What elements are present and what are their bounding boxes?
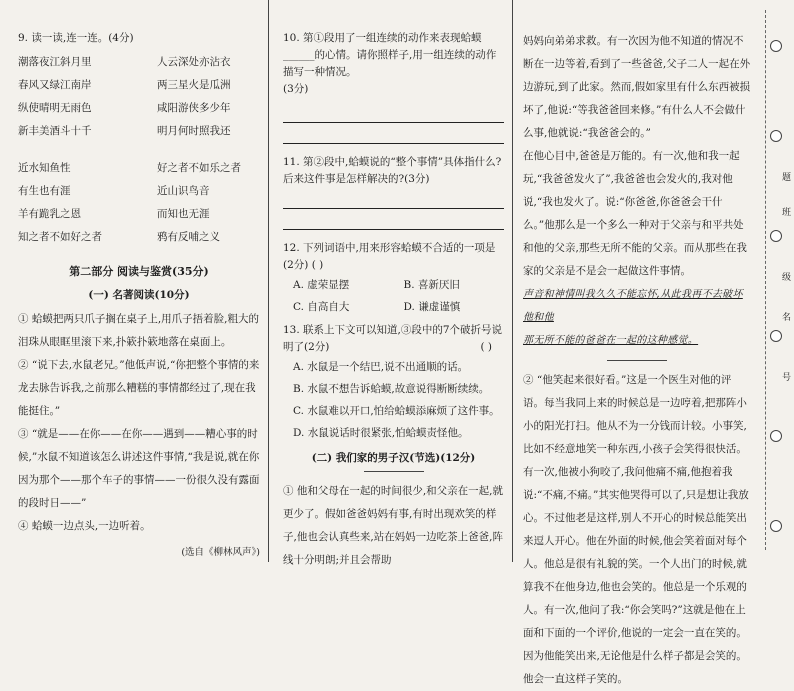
binding-label: 名	[782, 313, 792, 323]
binding-hole	[770, 330, 782, 342]
section2-title: (二) 我们家的男子汉(节选)(12分)	[311, 452, 476, 464]
match-row: 羊有跪乳之恩 而知也无涯	[18, 208, 210, 220]
part2-title: 第二部分 阅读与鉴赏(35分)	[69, 265, 209, 278]
binding-margin	[757, 0, 794, 562]
essay-paragraph-1-cont: 妈妈向弟弟求救。有一次因为他不知道的情况不断在一边等着,看到了一些爸爸,父子二人一起在外边游玩,到了此家。然而,假如家里有什么东西被损坏了,他说:“等我爸爸回来修。”有什么人不会做什么事,他就说:“我爸爸会的。”	[523, 35, 751, 139]
binding-hole	[770, 430, 782, 442]
binding-label: 号	[782, 373, 792, 383]
left-column	[0, 0, 268, 562]
match-row: 知之者不如好之者 鸦有反哺之义	[18, 231, 220, 243]
middle-column	[268, 0, 512, 566]
binding-hole	[770, 230, 782, 242]
q12-text: 12. 下列词语中,用来形容蛤蟆不合适的一项是(2分) ( )	[283, 242, 496, 271]
right-column	[512, 0, 757, 685]
q13-option-a[interactable]: A. 水鼠是一个结巴,说不出通顺的话。	[293, 361, 469, 373]
paragraph-divider	[607, 360, 667, 361]
poem-matching	[18, 51, 260, 143]
passage-paragraph-2: ② “说下去,水鼠老兄。”他低声说,“你把整个事情的来龙去脉告诉我,之前那么糟糕的事情都经过了,现在我能挺住。”	[18, 359, 260, 417]
answer-line[interactable]	[283, 213, 504, 230]
answer-line[interactable]	[283, 106, 504, 123]
q12-option-c[interactable]: C. 自高自大	[293, 301, 350, 313]
passage-paragraph-3: ③ “就是——在你——在你——遇到——糟心事的时候,”水鼠不知道该怎么讲述这件事情,“我是说,就在你因为那个——那个车子的事情——一份很久没有露面的段时日——”	[18, 428, 260, 509]
passage-source: (选自《柳林风声》)	[181, 547, 260, 558]
essay-paragraph-1-cont2: 在他心目中,爸爸是万能的。有一次,他和我一起玩,“我爸爸发火了”,我爸爸也会发火的,我对他说,“我也发火了。说:“你爸爸,你爸爸会干什么。”他那么是一个多么一种对于父亲与和平共处和他的父亲,那些无所不能的父亲。而从那些在我家的父亲是不是会一起做这件事情。	[523, 150, 747, 277]
binding-label: 班	[782, 208, 792, 218]
binding-label: 级	[782, 273, 792, 283]
passage-paragraph-1: ① 蛤蟆把两只爪子搁在桌子上,用爪子捂着脸,粗大的泪珠从眼眶里滚下来,扑簌扑簌地落在桌面上。	[18, 313, 260, 348]
essay-paragraph-2: ② “他笑起来很好看。”这是一个医生对他的评语。每当我同上来的时候总是一边哼着,把那阵小小的阳光打扫。他从不为一分钱而计较。小事笑,比如不经意地笑一种东西,小孩子会笑得很快活。有一次,他被小狗咬了,我问他痛不痛,他抱着我说:“不痛,不痛。”其实他哭得可以了,只是想让我放心。不过他老是这样,别人不开心的时候总能笑出来逗人开心。他在外面的时候,他会笑着面对每个人。他总是很有礼貌的笑。一个人出门的时候,就算我不在他身边,他也会笑的。他总是一个乐观的人。有一次,他问了我:“你会笑吗?”这就是他在上面和下面的一个评价,他说的一定会一直在笑的。因为他能笑出来,无论他是什么样子都是会笑的。他会一直这样子笑的。	[523, 374, 749, 685]
title-divider	[364, 471, 424, 472]
match-row: 潮落夜江斜月里 人云深处亦沾衣	[18, 56, 231, 68]
q13-option-c[interactable]: C. 水鼠难以开口,怕给蛤蟆添麻烦了这件事。	[293, 405, 500, 417]
answer-line[interactable]	[283, 127, 504, 144]
q13-option-b[interactable]: B. 水鼠不想告诉蛤蟆,故意说得断断续续。	[293, 383, 490, 395]
answer-line[interactable]	[283, 192, 504, 209]
q13-answer-paren[interactable]: ( )	[480, 341, 492, 353]
match-row: 有生也有涯 近山识鸟音	[18, 185, 210, 197]
q9-title: 9. 读一读,连一连。(4分)	[18, 32, 134, 44]
essay-paragraph-1: ① 他和父母在一起的时间很少,和父亲在一起,就更少了。假如爸爸妈妈有事,有时出现欢笑的样子,他也会认真些来,站在妈妈一边吃茶上爸爸,阵线十分明朗;并且会帮助	[283, 485, 504, 566]
passage-paragraph-4: ④ 蛤蟆一边点头,一边听着。	[18, 520, 151, 532]
binding-hole	[770, 40, 782, 52]
q10-score: (3分)	[283, 83, 309, 95]
q11-text: 11. 第②段中,蛤蟆说的“整个事情”具体指什么?后来这件事是怎样解决的?(3分)	[283, 156, 502, 185]
q12-options-row	[283, 274, 504, 296]
q13-option-d[interactable]: D. 水鼠说话时很紧张,怕蛤蟆责怪他。	[293, 427, 469, 439]
q12-option-a[interactable]: A. 虚荣显摆	[293, 279, 350, 291]
match-row: 近水知鱼性 好之者不如乐之者	[18, 162, 241, 174]
handwritten-underlined-line: 那无所不能的爸爸在一起的这种感觉。	[523, 335, 699, 346]
q12-option-b[interactable]: B. 喜新厌旧	[403, 279, 460, 291]
q12-options-row	[283, 296, 504, 318]
q12-option-d[interactable]: D. 谦虚谨慎	[403, 301, 461, 313]
match-row: 春风又绿江南岸 两三星火是瓜洲	[18, 79, 231, 91]
binding-label: 题	[782, 173, 792, 183]
q10-text: 10. 第①段用了一组连续的动作来表现蛤蟆______的心情。请你照样子,用一组连续的动作描写一种情况。	[283, 32, 497, 78]
binding-dashed-line	[765, 10, 766, 550]
match-row: 新丰美酒斗十千 明月何时照我还	[18, 125, 231, 137]
binding-hole	[770, 130, 782, 142]
handwritten-underlined-line: 声音和神情叫我久久不能忘怀,从此我再不去破坏他和他	[523, 289, 743, 323]
q13-text: 13. 联系上下文可以知道,③段中的7个破折号说明了(2分) ( )	[283, 322, 504, 356]
binding-hole	[770, 520, 782, 532]
match-row: 纵使晴明无雨色 咸阳游侠多少年	[18, 102, 231, 114]
idiom-matching	[18, 157, 260, 249]
section1-title: (一) 名著阅读(10分)	[88, 289, 190, 301]
